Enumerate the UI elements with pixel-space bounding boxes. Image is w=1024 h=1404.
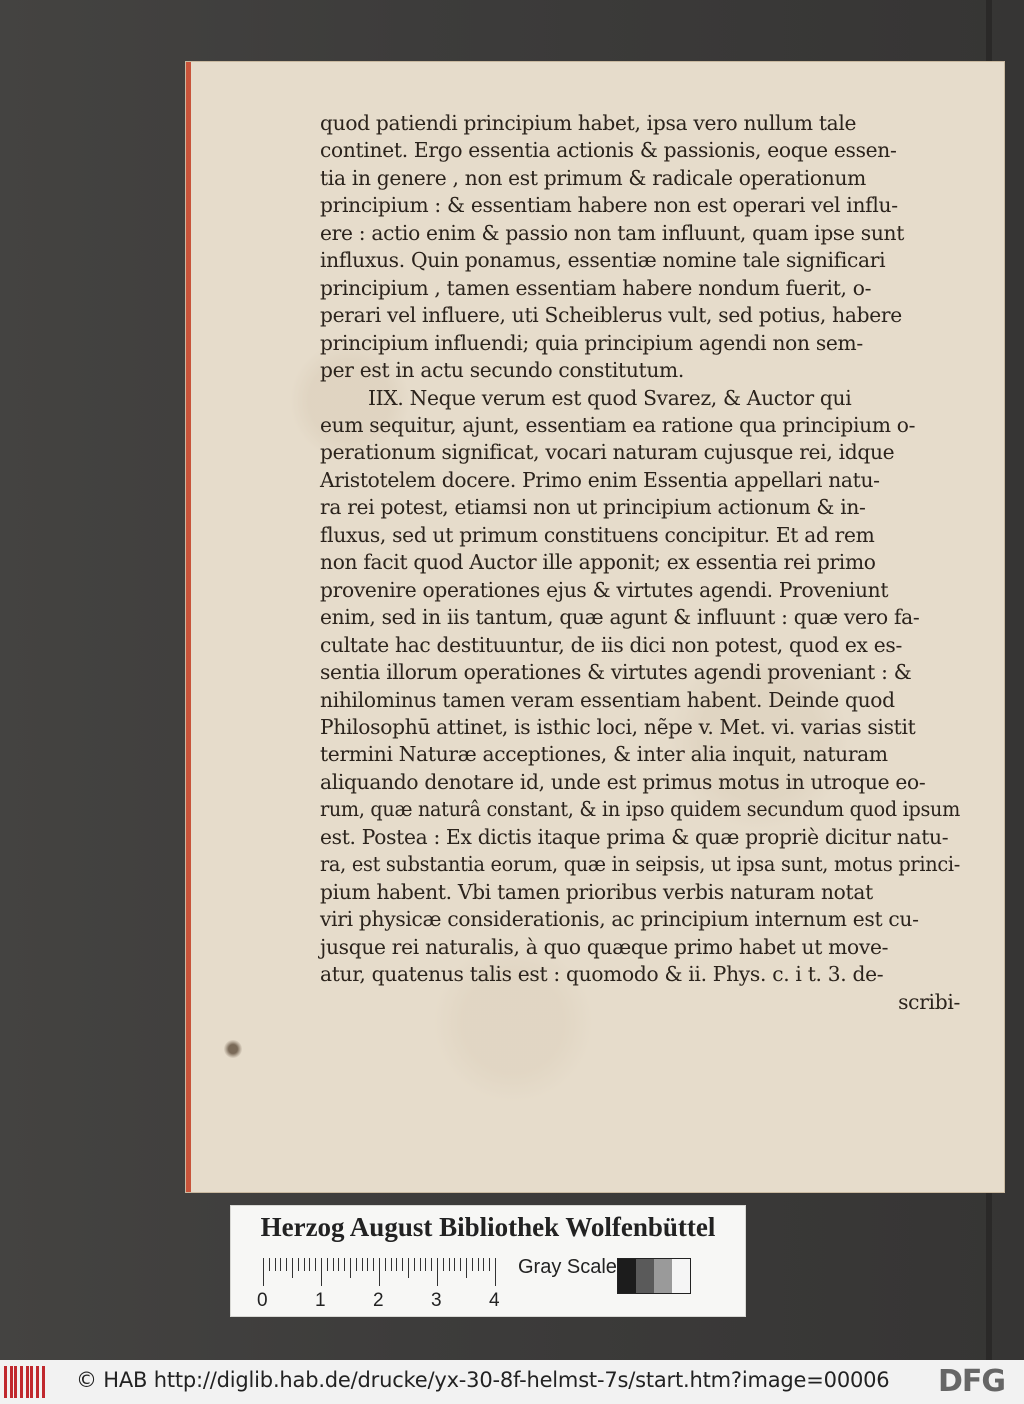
hab-logo-bar [36, 1366, 39, 1398]
ruler-number: 1 [315, 1290, 326, 1311]
ruler-tick [437, 1258, 438, 1286]
hab-logo-bar [42, 1366, 45, 1398]
text-line: Aristotelem docere. Primo enim Essentia appellari natu- [320, 467, 880, 492]
text-line: nihilominus tamen veram essentiam habent. Deinde quod [320, 687, 895, 712]
ruler-tick [263, 1258, 264, 1286]
ruler-tick [408, 1258, 409, 1278]
text-line: termini Naturæ acceptiones, & inter alia inquit, naturam [320, 742, 888, 767]
ruler [263, 1258, 501, 1286]
page-text [320, 110, 960, 1016]
ruler-number: 2 [373, 1290, 384, 1311]
text-line: ere : actio enim & passio non tam influunt, quam ipse sunt [320, 220, 905, 245]
ruler-tick [338, 1258, 339, 1271]
ruler-tick [454, 1258, 455, 1271]
gray-level-swatch [654, 1259, 672, 1293]
footer-bar [0, 1360, 1024, 1404]
ruler-tick [489, 1258, 490, 1271]
ruler-tick [333, 1258, 334, 1271]
ruler-tick [304, 1258, 305, 1271]
ruler-tick [280, 1258, 281, 1271]
text-line: continet. Ergo essentia actionis & passionis, eoque essen- [320, 138, 897, 163]
ruler-tick [449, 1258, 450, 1271]
text-line: sentia illorum operationes & virtutes agendi proveniant : & [320, 660, 912, 685]
page-red-edge [186, 62, 191, 1192]
ruler-tick [286, 1258, 287, 1271]
text-line: principium : & essentiam habere non est operari vel influ- [320, 193, 898, 218]
hab-logo-bar [20, 1366, 23, 1398]
text-line: non facit quod Auctor ille apponit; ex essentia rei primo [320, 550, 876, 575]
hab-logo-bar [30, 1366, 33, 1398]
footer-copyright-url[interactable]: © HAB http://diglib.hab.de/drucke/yx-30-8f-helmst-7s/start.htm?image=00006 [76, 1368, 890, 1392]
hab-logo-bar [4, 1366, 7, 1398]
text-line: enim, sed in iis tantum, quæ agunt & influunt : quæ vero fa- [320, 605, 920, 630]
ruler-tick [420, 1258, 421, 1271]
ruler-tick [373, 1258, 374, 1271]
text-line: rum, quæ naturâ constant, & in ipso quidem secundum quod ipsum [320, 797, 960, 822]
hab-barcode-logo-icon [4, 1366, 48, 1398]
text-line: influxus. Quin ponamus, essentiæ nomine tale significari [320, 248, 886, 273]
text-line: eum sequitur, ajunt, essentiam ea ratione qua principium o- [320, 412, 916, 437]
text-line: principium , tamen essentiam habere nondum fuerit, o- [320, 275, 872, 300]
gray-level-swatch [672, 1259, 690, 1293]
ruler-tick [367, 1258, 368, 1271]
text-line: jusque rei naturalis, à quo quæque primo habet ut move- [320, 934, 889, 959]
text-line: perationum significat, vocari naturam cujusque rei, idque [320, 440, 895, 465]
library-color-card [230, 1205, 746, 1317]
text-line: principium influendi; quia principium agendi non sem- [320, 330, 863, 355]
ruler-tick [327, 1258, 328, 1271]
ruler-tick [275, 1258, 276, 1271]
text-line: Philosophū attinet, is isthic loci, nẽpe v. Met. vi. varias sistit [320, 714, 916, 739]
ruler-tick [431, 1258, 432, 1271]
ruler-tick [472, 1258, 473, 1271]
text-line: atur, quatenus talis est : quomodo & ii. Phys. c. i t. 3. de- [320, 962, 884, 987]
ruler-tick [309, 1258, 310, 1271]
ruler-number: 0 [257, 1290, 268, 1311]
ruler-tick [396, 1258, 397, 1271]
hab-logo-bar [26, 1366, 29, 1398]
ruler-tick [298, 1258, 299, 1271]
ruler-tick [425, 1258, 426, 1271]
hab-logo-bar [14, 1366, 17, 1398]
ruler-tick [269, 1258, 270, 1271]
text-line: per est in actu secundo constitutum. [320, 358, 685, 383]
ruler-tick [356, 1258, 357, 1271]
ruler-tick [466, 1258, 467, 1278]
ruler-tick [292, 1258, 293, 1278]
gray-scale-swatch [617, 1258, 691, 1294]
dfg-logo: DFG [938, 1364, 1006, 1399]
ink-smudge [224, 1040, 242, 1058]
ruler-tick [483, 1258, 484, 1271]
gray-level-swatch [618, 1259, 636, 1293]
catchword-line: scribi- [898, 989, 960, 1014]
ruler-tick [362, 1258, 363, 1271]
text-line: est. Postea : Ex dictis itaque prima & quæ propriè dicitur natu- [320, 824, 949, 849]
ruler-tick [385, 1258, 386, 1271]
text-line: aliquando denotare id, unde est primus motus in utroque eo- [320, 769, 926, 794]
text-line: perari vel influere, uti Scheiblerus vult, sed potius, habere [320, 303, 902, 328]
text-line: ra, est substantia eorum, quæ in seipsis, ut ipsa sunt, motus princi- [320, 852, 960, 877]
ruler-tick [391, 1258, 392, 1271]
text-line: cultate hac destituuntur, de iis dici non potest, quod ex es- [320, 632, 902, 657]
ruler-tick [321, 1258, 322, 1286]
ruler-tick [414, 1258, 415, 1271]
text-line: quod patiendi principium habet, ipsa vero nullum tale [320, 111, 857, 135]
ruler-tick [478, 1258, 479, 1271]
ruler-tick [315, 1258, 316, 1271]
library-name: Herzog August Bibliothek Wolfenbüttel [260, 1212, 716, 1242]
hab-logo-bar [10, 1366, 13, 1398]
text-line: viri physicæ considerationis, ac principium internum est cu- [320, 907, 919, 932]
ruler-tick [350, 1258, 351, 1278]
text-line: pium habent. Vbi tamen prioribus verbis naturam notat [320, 879, 873, 904]
text-line: ra rei potest, etiamsi non ut principium actionum & in- [320, 495, 866, 520]
text-line: fluxus, sed ut primum constituens concipitur. Et ad rem [320, 522, 875, 547]
text-line: tia in genere , non est primum & radicale operationum [320, 165, 866, 190]
ruler-tick [443, 1258, 444, 1271]
ruler-tick [402, 1258, 403, 1271]
ruler-number: 4 [489, 1290, 500, 1311]
section-heading-line: IIX. Neque verum est quod Svarez, & Auctor qui [368, 385, 852, 410]
ruler-numbers [257, 1290, 517, 1310]
text-line: provenire operationes ejus & virtutes agendi. Proveniunt [320, 577, 889, 602]
ruler-number: 3 [431, 1290, 442, 1311]
gray-scale-label: Gray Scale [518, 1256, 617, 1278]
ruler-tick [344, 1258, 345, 1271]
ruler-tick [460, 1258, 461, 1271]
gray-level-swatch [636, 1259, 654, 1293]
ruler-tick [379, 1258, 380, 1286]
ruler-tick [495, 1258, 496, 1286]
